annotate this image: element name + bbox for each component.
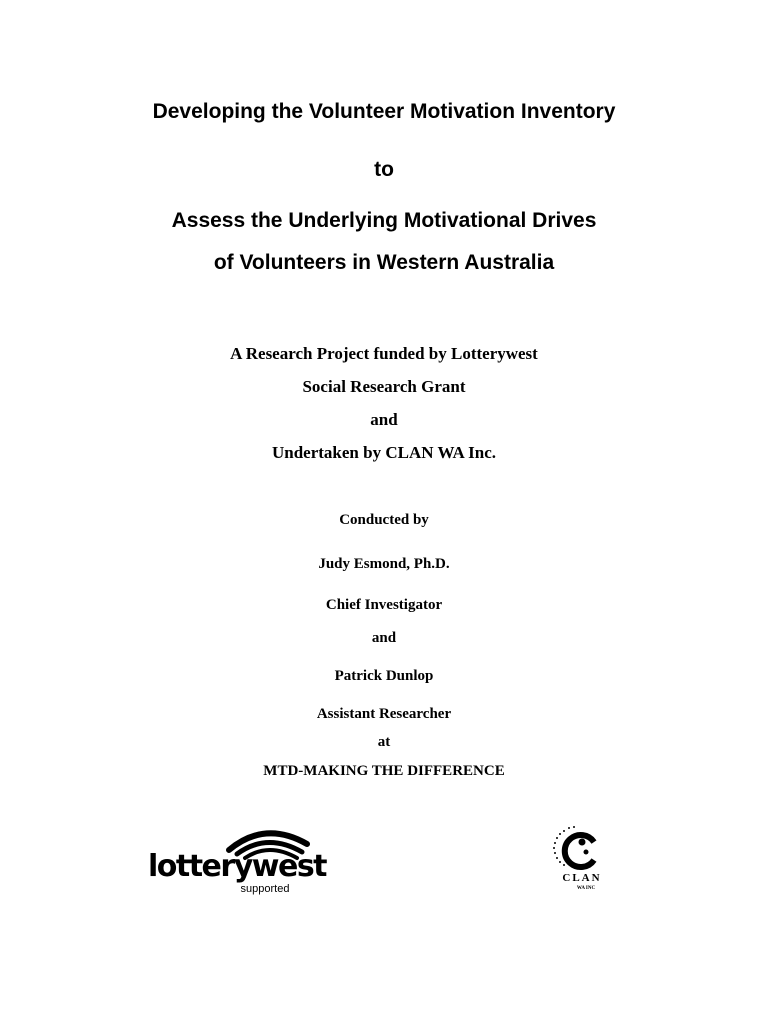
funding-line-4: Undertaken by CLAN WA Inc. — [271, 443, 497, 462]
funding-line-3: and — [370, 410, 398, 429]
clan-circle-logo-icon — [538, 822, 620, 896]
conducted-by-label: Conducted by — [339, 512, 429, 528]
at-connector: at — [377, 734, 391, 750]
clan-subtext: WA INC — [576, 886, 596, 891]
clan-wordmark: CLAN — [562, 872, 602, 884]
lotterywest-logo — [147, 822, 327, 896]
funding-line-2: Social Research Grant — [302, 377, 466, 396]
title-line-1: Developing the Volunteer Motivation Inventory — [152, 100, 616, 123]
lotterywest-wordmark: lotterywest — [147, 849, 327, 884]
title-line-4: of Volunteers in Western Australia — [213, 251, 555, 274]
title-line-3: Assess the Underlying Motivational Drives — [171, 209, 597, 232]
lotterywest-arc-logo-icon — [147, 822, 327, 896]
lotterywest-tagline: supported — [240, 883, 290, 895]
organisation-name: MTD-MAKING THE DIFFERENCE — [263, 763, 505, 779]
author-1-role: Chief Investigator — [325, 597, 443, 613]
and-connector: and — [371, 630, 397, 646]
title-line-2: to — [374, 158, 394, 181]
author-1-name: Judy Esmond, Ph.D. — [318, 556, 450, 572]
clan-wa-logo — [538, 822, 620, 896]
author-2-role: Assistant Researcher — [316, 706, 452, 722]
funding-line-1: A Research Project funded by Lotterywest — [230, 344, 538, 363]
author-2-name: Patrick Dunlop — [334, 668, 434, 684]
